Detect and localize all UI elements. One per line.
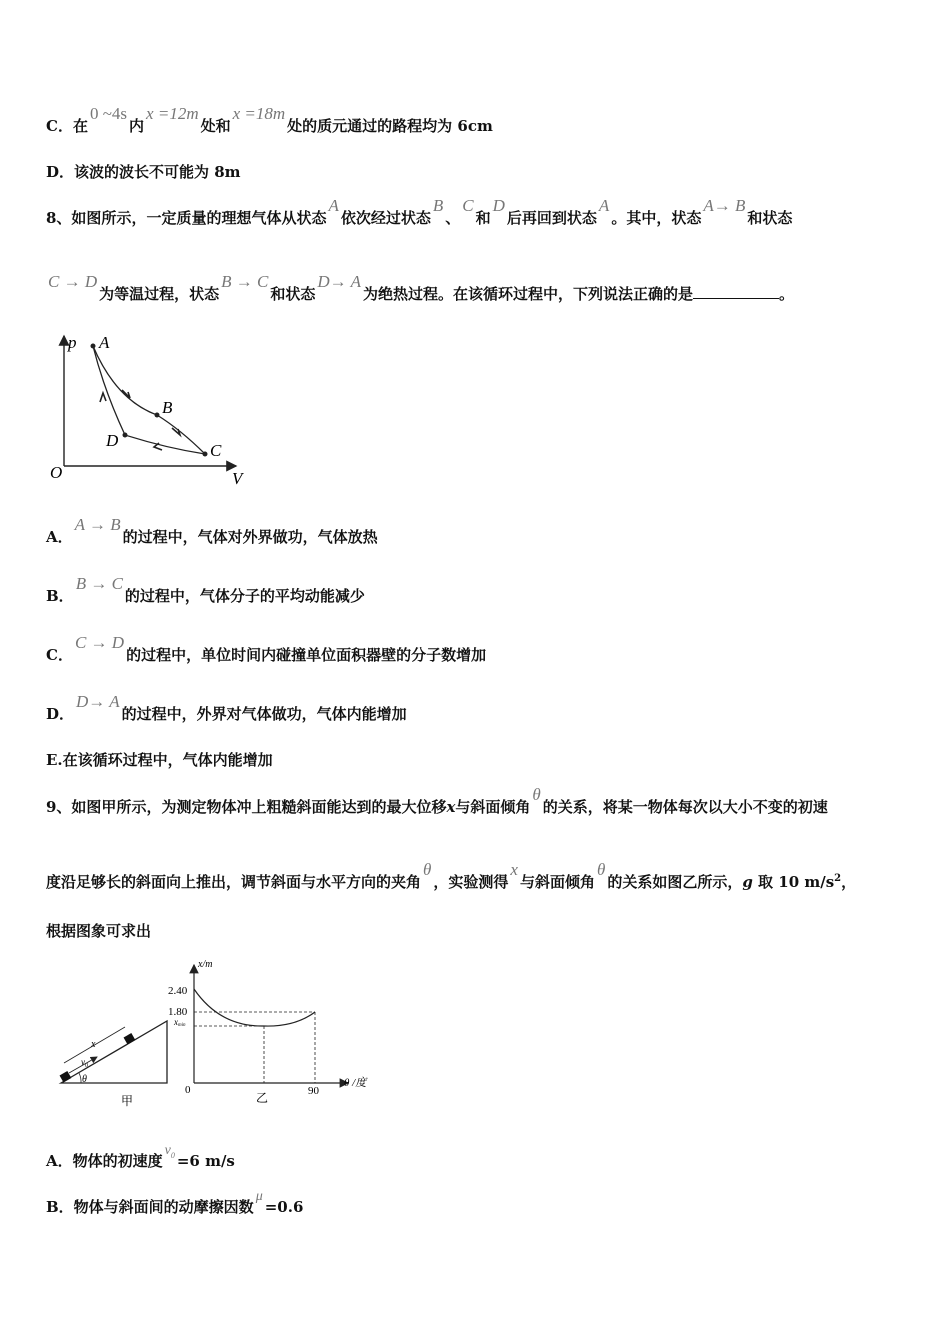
p-axis-label: p <box>68 333 77 352</box>
q8-option-c: C．C → D的过程中，单位时间内碰撞单位面积器壁的分子数增加 <box>46 633 487 664</box>
q7-option-d: D．该波的波长不可能为 8m <box>46 163 241 181</box>
q8-stem-line2: C → D为等温过程，状态B → C和状态D→ A为绝热过程。在该循环过程中，下列说法正确的是 。 <box>48 272 795 303</box>
q7-option-c: C．在0 ~4s内x =12m处和x =18m处的质元通过的路程均为 6cm <box>46 104 493 135</box>
origin-label: O <box>50 463 63 482</box>
q9-stem-line1: 9、如图甲所示，为测定物体冲上粗糙斜面能达到的最大位移x与斜面倾角θ的关系，将某一物体每次以大小不变的初速 <box>46 785 828 816</box>
arrow-ab <box>122 390 130 398</box>
label-d: D <box>106 431 119 450</box>
q8-stem-line1: 8、如图所示，一定质量的理想气体从状态A依次经过状态B、C和D后再回到状态A。其中，状态A→ B和状态 <box>46 196 793 227</box>
math-x18: x =18m <box>232 104 286 123</box>
theta-arc <box>79 1073 81 1083</box>
fig-graph-yi <box>160 955 380 1110</box>
q8-option-d: D．D→ A的过程中，外界对气体做功，气体内能增加 <box>46 692 407 723</box>
tick-2.40: 2.40 <box>168 985 188 997</box>
x-theta-curve <box>194 989 315 1026</box>
v-axis-label: V <box>232 469 243 488</box>
arrow-da <box>100 393 106 402</box>
tick-xmin: xmin <box>174 1017 186 1028</box>
point-d <box>123 433 128 438</box>
caption-yi: 乙 <box>256 1091 269 1105</box>
q8-option-a: A．A → B的过程中，气体对外界做功，气体放热 <box>46 515 378 546</box>
q9-stem-line2: 度沿足够长的斜面向上推出，调节斜面与水平方向的夹角θ，实验测得x与斜面倾角θ的关系如图乙所示，g 取 10 $m/s^2$， <box>46 860 857 891</box>
point-a <box>91 344 96 349</box>
point-b <box>155 413 160 418</box>
label-b: B <box>162 398 173 417</box>
q9-option-b: B．物体与斜面间的动摩擦因数μ=0.6 <box>46 1189 304 1216</box>
q8-option-b: B．B → C的过程中，气体分子的平均动能减少 <box>46 574 365 605</box>
label-c: C <box>210 441 222 460</box>
q9-stem-line3: 根据图象可求出 <box>46 922 152 940</box>
block-top <box>124 1033 136 1044</box>
pv-diagram <box>46 330 256 490</box>
theta-label: θ <box>82 1074 87 1085</box>
incline-triangle <box>61 1021 167 1083</box>
answer-blank <box>693 286 779 299</box>
theta-axis-label: θ /度 <box>344 1077 367 1089</box>
v0-label: $v_0$ <box>81 1057 88 1069</box>
caption-jia: 甲 <box>121 1094 134 1108</box>
tick-zero: 0 <box>185 1084 191 1096</box>
point-c <box>203 452 208 457</box>
label-a: A <box>99 333 110 352</box>
x-label: x <box>91 1039 96 1050</box>
q9-option-a: A．物体的初速度$v_0 =6$ m/s <box>46 1143 235 1170</box>
math-x12: x =12m <box>146 104 199 123</box>
tick-1.80: 1.80 <box>168 1006 188 1018</box>
q8-option-e: E.在该循环过程中，气体内能增加 <box>46 751 273 769</box>
tick-90: 90 <box>308 1085 319 1097</box>
y-axis-label: x/m <box>198 959 213 970</box>
math-time-range: 0 ~4s <box>89 104 128 123</box>
